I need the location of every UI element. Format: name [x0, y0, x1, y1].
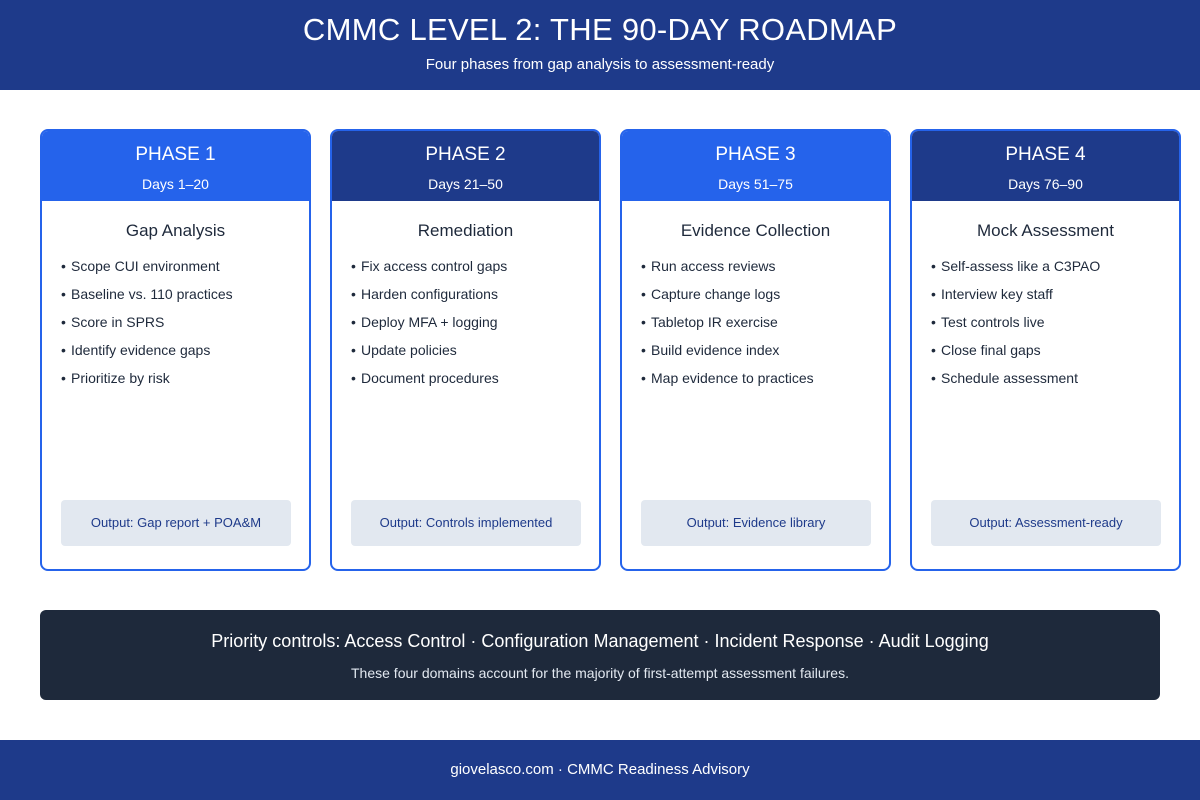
- bullet-icon: •: [931, 314, 936, 330]
- priority-subtitle: These four domains account for the majority of first-attempt assessment failures.: [351, 665, 849, 681]
- list-item-label: Score in SPRS: [71, 314, 165, 330]
- phase-header: [912, 131, 1179, 201]
- list-item: [931, 341, 1169, 369]
- bullet-icon: •: [641, 258, 646, 274]
- list-item: [61, 341, 299, 369]
- list-item-label: Run access reviews: [651, 258, 776, 274]
- bullet-icon: •: [351, 258, 356, 274]
- list-item-label: Map evidence to practices: [651, 370, 814, 386]
- bullet-icon: •: [61, 286, 66, 302]
- phase-task-list: [61, 257, 299, 397]
- bullet-icon: •: [641, 342, 646, 358]
- list-item: [351, 341, 589, 369]
- list-item: [61, 369, 299, 397]
- list-item-label: Schedule assessment: [941, 370, 1078, 386]
- bullet-icon: •: [61, 370, 66, 386]
- bullet-icon: •: [351, 342, 356, 358]
- phase-days: Days 76–90: [1008, 176, 1083, 192]
- phase-title: Remediation: [417, 221, 514, 240]
- phase-card-3: [620, 129, 891, 571]
- bullet-icon: •: [641, 314, 646, 330]
- phase-title: Gap Analysis: [125, 221, 226, 240]
- phase-output-badge: Output: Evidence library: [641, 500, 871, 546]
- bullet-icon: •: [931, 258, 936, 274]
- phase-output-badge: Output: Gap report + POA&M: [61, 500, 291, 546]
- list-item: [641, 285, 879, 313]
- list-item: [61, 313, 299, 341]
- list-item-label: Capture change logs: [651, 286, 781, 302]
- phase-header: [42, 131, 309, 201]
- bullet-icon: •: [931, 286, 936, 302]
- bullet-icon: •: [351, 370, 356, 386]
- list-item: [931, 369, 1169, 397]
- phase-card-2: [330, 129, 601, 571]
- bullet-icon: •: [641, 286, 646, 302]
- list-item: [931, 257, 1169, 285]
- phase-task-list: [351, 257, 589, 397]
- list-item-label: Build evidence index: [651, 342, 780, 358]
- list-item-label: Prioritize by risk: [71, 370, 170, 386]
- phase-card-4: [910, 129, 1181, 571]
- bullet-icon: •: [641, 370, 646, 386]
- phase-task-list: [641, 257, 879, 397]
- bullet-icon: •: [931, 342, 936, 358]
- list-item-label: Close final gaps: [941, 342, 1041, 358]
- list-item-label: Fix access control gaps: [361, 258, 508, 274]
- list-item: [61, 285, 299, 313]
- bullet-icon: •: [931, 370, 936, 386]
- phase-card-1: [40, 129, 311, 571]
- phase-name: PHASE 4: [1005, 144, 1086, 165]
- list-item: [351, 257, 589, 285]
- phase-name: PHASE 3: [715, 144, 796, 165]
- list-item-label: Scope CUI environment: [71, 258, 220, 274]
- page-title: CMMC LEVEL 2: THE 90-DAY ROADMAP: [302, 12, 898, 47]
- priority-title: Priority controls: Access Control · Configuration Management · Incident Response · Audit Logging: [211, 631, 989, 651]
- list-item: [641, 369, 879, 397]
- list-item: [351, 369, 589, 397]
- phase-task-list: [931, 257, 1169, 397]
- list-item: [61, 257, 299, 285]
- phase-name: PHASE 1: [135, 144, 216, 165]
- list-item-label: Self-assess like a C3PAO: [941, 258, 1101, 274]
- phase-days: Days 1–20: [142, 176, 209, 192]
- footer-banner: [0, 740, 1200, 800]
- phase-output-badge: Output: Controls implemented: [351, 500, 581, 546]
- bullet-icon: •: [61, 258, 66, 274]
- footer-text: giovelasco.com · CMMC Readiness Advisory: [450, 761, 750, 778]
- list-item: [641, 257, 879, 285]
- phase-output-badge: Output: Assessment-ready: [931, 500, 1161, 546]
- list-item-label: Identify evidence gaps: [71, 342, 211, 358]
- list-item-label: Harden configurations: [361, 286, 498, 302]
- list-item: [931, 313, 1169, 341]
- bullet-icon: •: [351, 314, 356, 330]
- header-banner: [0, 0, 1200, 90]
- list-item: [351, 285, 589, 313]
- list-item-label: Document procedures: [361, 370, 499, 386]
- list-item-label: Tabletop IR exercise: [651, 314, 778, 330]
- list-item: [351, 313, 589, 341]
- page-subtitle: Four phases from gap analysis to assessment-ready: [425, 56, 775, 73]
- phase-header: [622, 131, 889, 201]
- list-item-label: Update policies: [361, 342, 457, 358]
- phase-days: Days 51–75: [718, 176, 793, 192]
- bullet-icon: •: [61, 342, 66, 358]
- list-item-label: Baseline vs. 110 practices: [71, 286, 233, 302]
- priority-controls-banner: [40, 610, 1160, 700]
- list-item-label: Test controls live: [941, 314, 1045, 330]
- bullet-icon: •: [351, 286, 356, 302]
- bullet-icon: •: [61, 314, 66, 330]
- list-item-label: Deploy MFA + logging: [361, 314, 498, 330]
- phase-title: Evidence Collection: [680, 221, 831, 240]
- phase-header: [332, 131, 599, 201]
- phase-days: Days 21–50: [428, 176, 503, 192]
- phase-title: Mock Assessment: [977, 221, 1114, 240]
- list-item: [641, 313, 879, 341]
- list-item: [641, 341, 879, 369]
- phase-grid: [40, 129, 1160, 571]
- list-item-label: Interview key staff: [941, 286, 1053, 302]
- phase-name: PHASE 2: [425, 144, 506, 165]
- list-item: [931, 285, 1169, 313]
